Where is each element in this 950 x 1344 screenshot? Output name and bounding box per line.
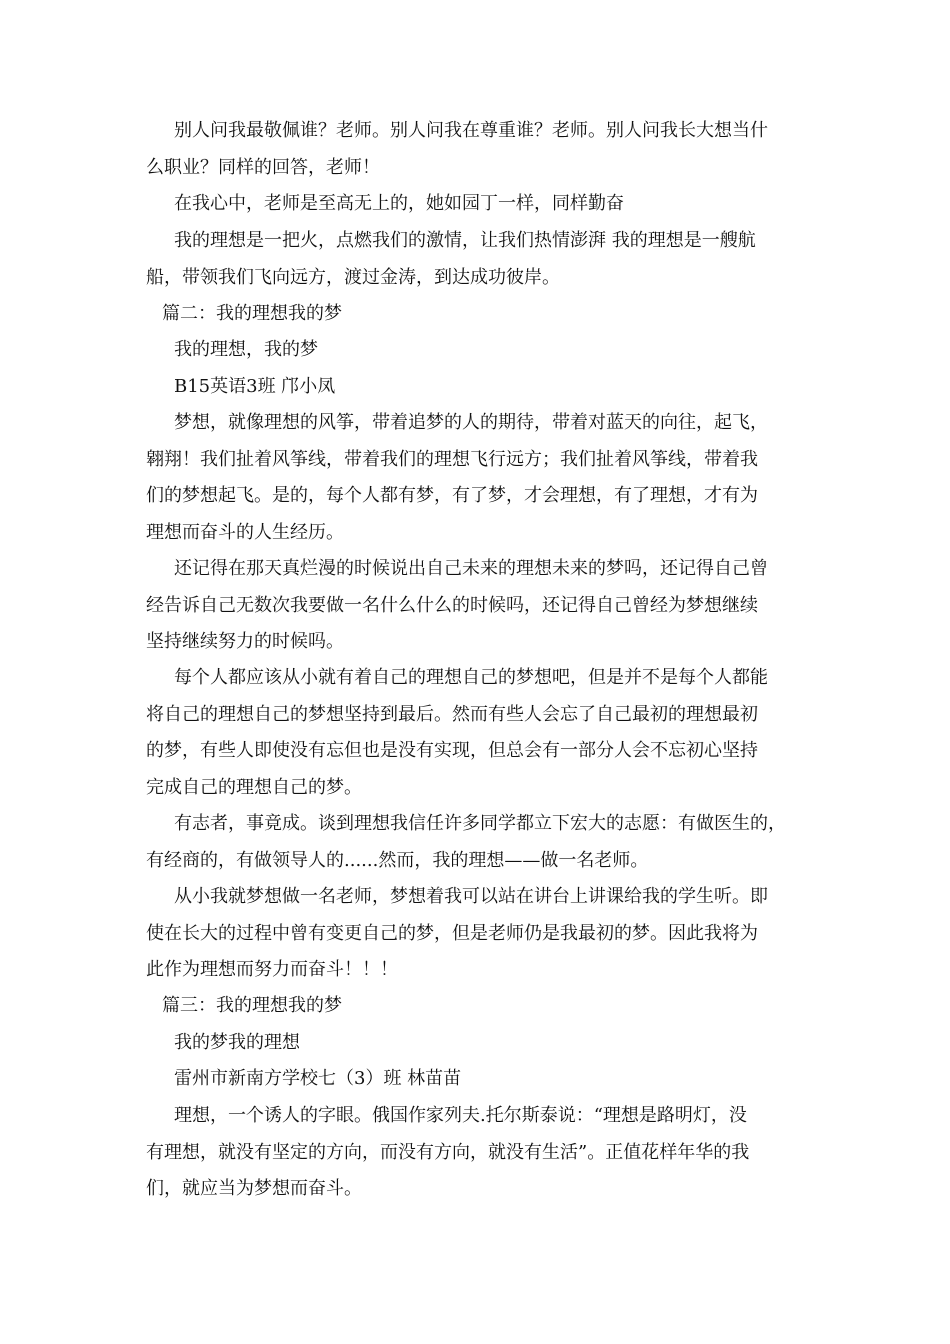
text-line: 每个人都应该从小就有着自己的理想自己的梦想吧，但是并不是每个人都能 [174,667,768,688]
paragraph-11 [146,879,821,989]
paragraph-1 [146,113,821,186]
section-heading-2: 篇二：我的理想我的梦 [162,303,342,324]
paragraph-7 [146,405,821,551]
text-line: 我的理想是一把火，点燃我们的激情，让我们热情澎湃 我的理想是一艘航 [174,230,756,251]
article-title-3: 我的梦我的理想 [174,1032,300,1053]
article-author-2: B15英语3班 邝小凤 [174,376,336,397]
paragraph-2: 在我心中，老师是至高无上的，她如园丁一样，同样勤奋 [174,193,624,214]
text-line: 此作为理想而努力而奋斗！！！ [146,959,398,980]
text-line: 的梦，有些人即使没有忘但也是没有实现，但总会有一部分人会不忘初心坚持 [146,740,758,761]
text-line: 么职业？同样的回答，老师！ [146,156,380,178]
paragraph-3 [146,223,821,296]
paragraph-9 [146,660,821,806]
text-line: 理想而奋斗的人生经历。 [146,521,344,543]
text-line: 还记得在那天真烂漫的时候说出自己未来的理想未来的梦吗，还记得自己曾 [174,558,768,579]
paragraph-10 [146,806,821,879]
text-line: 翱翔！我们扯着风筝线，带着我们的理想飞行远方；我们扯着风筝线，带着我 [146,448,758,470]
text-line: 梦想，就像理想的风筝，带着追梦的人的期待，带着对蓝天的向往，起飞， [174,412,768,433]
text-line: 船，带领我们飞向远方，渡过金涛，到达成功彼岸。 [146,266,560,288]
text-line: 完成自己的理想自己的梦。 [146,776,362,798]
text-line: 们，就应当为梦想而奋斗。 [146,1178,362,1199]
text-line: 们的梦想起飞。是的，每个人都有梦，有了梦，才会理想，有了理想，才有为 [146,485,758,506]
text-line: 别人问我最敬佩谁？老师。别人问我在尊重谁？老师。别人问我长大想当什 [174,120,768,141]
article-title-2: 我的理想，我的梦 [174,339,318,360]
paragraph-8 [146,551,821,661]
text-line: 有志者，事竟成。谈到理想我信任许多同学都立下宏大的志愿：有做医生的， [174,813,786,834]
text-line: 有经商的，有做领导人的......然而，我的理想——做一名老师。 [146,849,649,871]
text-line: 经告诉自己无数次我要做一名什么什么的时候吗，还记得自己曾经为梦想继续 [146,594,758,616]
text-line: 将自己的理想自己的梦想坚持到最后。然而有些人会忘了自己最初的理想最初 [146,703,758,725]
paragraph-15 [146,1098,821,1208]
text-line: 坚持继续努力的时候吗。 [146,631,344,652]
section-heading-3: 篇三：我的理想我的梦 [162,995,342,1016]
text-line: 使在长大的过程中曾有变更自己的梦，但是老师仍是我最初的梦。因此我将为 [146,922,758,944]
article-author-3: 雷州市新南方学校七（3）班 林苗苗 [174,1068,462,1089]
text-line: 理想，一个诱人的字眼。俄国作家列夫.托尔斯泰说：“理想是路明灯，没 [174,1105,747,1126]
text-line: 从小我就梦想做一名老师，梦想着我可以站在讲台上讲课给我的学生听。即 [174,886,768,907]
text-line: 有理想，就没有坚定的方向，而没有方向，就没有生活”。正值花样年华的我 [146,1141,750,1163]
